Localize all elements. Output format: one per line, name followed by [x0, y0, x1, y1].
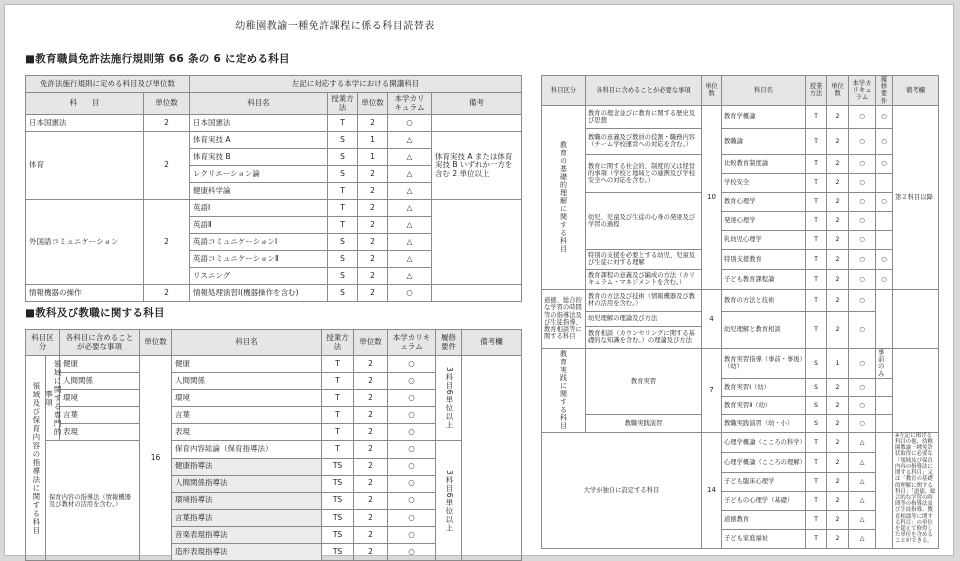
course-cell: 道徳教育 [722, 510, 806, 529]
matter-cell: 特別の支援を必要とする幼児、児童及び生徒に対する理解 [586, 249, 702, 269]
matter-cell: 教育相談（カウンセリングに関する基礎的な知識を含む。）の理論及び方法 [586, 326, 702, 348]
section2-title: ■教科及び教職に関する科目 [25, 307, 165, 319]
remark-basics: 第２科目以降 [893, 105, 939, 289]
table-row [26, 115, 522, 132]
course-credits-cell: 2 [354, 441, 388, 458]
course-cell: 教職論 [722, 128, 806, 154]
required-mark: ○ [876, 269, 893, 289]
category-free: 大学が独自に設定する科目 [542, 432, 702, 548]
course-credits-cell: 2 [827, 378, 849, 396]
method-cell: T [328, 217, 358, 234]
course-cell: 子ども教育課程論 [722, 269, 806, 289]
curriculum-mark: ○ [388, 356, 436, 373]
course-credits-cell: 2 [354, 424, 388, 441]
curriculum-mark: ○ [388, 441, 436, 458]
method-cell: S [806, 414, 827, 432]
course-cell: 教育の方法と技術 [722, 289, 806, 311]
curriculum-mark: △ [388, 183, 432, 200]
required-guidance [876, 289, 893, 348]
course-credits-cell: 2 [827, 510, 849, 529]
required-mark: ○ [876, 154, 893, 173]
matter-practice-b: 教職実践演習 [586, 414, 702, 432]
remark-cell: 体育実技 A または体育実技 B いずれか一方を含む 2 単位以上 [432, 132, 522, 200]
course-credits-cell: 2 [827, 529, 849, 548]
method-cell: T [806, 105, 827, 128]
document-page [4, 4, 954, 556]
method-cell: S [328, 285, 358, 302]
course-cell: 健康指導法 [172, 458, 322, 475]
curriculum-mark: △ [388, 166, 432, 183]
col-matters: 各科目に含めることが必要な事項 [60, 330, 140, 356]
col-required: 履修要件 [876, 76, 893, 106]
matter-cell: 幼児、児童及び生徒の心身の発達及び学習の過程 [586, 192, 702, 249]
table-row [542, 154, 939, 173]
method-cell: T [328, 115, 358, 132]
course-credits-cell: 2 [354, 458, 388, 475]
method-cell: T [806, 173, 827, 192]
course-cell: 幼児理解と教育相談 [722, 311, 806, 348]
curriculum-mark: △ [849, 472, 876, 491]
method-cell: TS [322, 492, 354, 509]
course-credits-cell: 2 [354, 373, 388, 390]
course-credits-cell: 2 [354, 356, 388, 373]
course-cell: 体育実技 A [190, 132, 328, 149]
course-credits-cell: 2 [827, 249, 849, 269]
method-cell: TS [322, 458, 354, 475]
course-credits-cell: 2 [354, 544, 388, 561]
course-cell: 子ども臨床心理学 [722, 472, 806, 491]
credits-cell: 2 [144, 285, 190, 302]
course-credits-cell: 2 [354, 509, 388, 526]
table-row [542, 192, 939, 211]
course-cell: 特別支援教育 [722, 249, 806, 269]
method-cell: S [328, 149, 358, 166]
table-row [542, 249, 939, 269]
table-row [542, 105, 939, 128]
col-course-credits: 単位数 [354, 330, 388, 356]
course-credits-cell: 2 [827, 269, 849, 289]
method-cell: S [806, 396, 827, 414]
course-cell: 心理学概論（こころの理解） [722, 452, 806, 472]
curriculum-mark: ○ [849, 128, 876, 154]
table-row [26, 132, 522, 149]
course-cell: 言葉指導法 [172, 509, 322, 526]
method-cell: T [322, 424, 354, 441]
curriculum-mark: ○ [849, 269, 876, 289]
curriculum-mark: △ [388, 251, 432, 268]
credits-basics: 10 [702, 105, 722, 289]
course-credits-cell: 2 [827, 414, 849, 432]
header-group-right: 左記に対応する本学における開講科目 [190, 76, 522, 93]
matter-cell: 言葉 [60, 407, 140, 424]
course-cell: 健康 [172, 356, 322, 373]
required-free [876, 432, 893, 548]
required-empty [876, 414, 893, 432]
course-credits-cell: 2 [358, 251, 388, 268]
course-credits-cell: 2 [827, 105, 849, 128]
method-cell: T [806, 211, 827, 230]
method-cell: S [328, 166, 358, 183]
course-cell: 教育学概論 [722, 105, 806, 128]
matter-cell: 教職の意義及び教員の役割・職務内容（チーム学校運営への対応を含む。） [586, 128, 702, 154]
header-group-left: 免許法施行規則に定める科目及び単位数 [26, 76, 190, 93]
subject-cell: 日本国憲法 [26, 115, 144, 132]
course-cell: 子ども家庭福祉 [722, 529, 806, 548]
course-cell: 人間関係 [172, 373, 322, 390]
course-credits-cell: 2 [827, 154, 849, 173]
course-credits-cell: 2 [354, 475, 388, 492]
course-credits-cell: 2 [827, 211, 849, 230]
credits-cell: 2 [144, 132, 190, 200]
method-cell: T [328, 200, 358, 217]
col-category: 科目区分 [26, 330, 60, 356]
curriculum-mark: ○ [388, 115, 432, 132]
method-cell: T [806, 249, 827, 269]
table-row [542, 348, 939, 378]
matter-practice-a: 教育実習 [586, 348, 702, 414]
course-credits-cell: 2 [358, 115, 388, 132]
credits-cell: 2 [144, 200, 190, 285]
col-course: 科目名 [190, 93, 328, 115]
col-category: 科目区分 [542, 76, 586, 106]
course-credits-cell: 2 [358, 268, 388, 285]
method-cell: T [322, 407, 354, 424]
curriculum-mark: ○ [849, 249, 876, 269]
curriculum-mark: △ [849, 529, 876, 548]
course-cell: 英語コミュニケーションⅠ [190, 234, 328, 251]
curriculum-mark: ○ [849, 230, 876, 249]
course-credits-cell: 2 [827, 192, 849, 211]
remark-cell [432, 200, 522, 285]
required-mark [876, 230, 893, 249]
method-cell: T [806, 491, 827, 510]
method-cell: T [806, 230, 827, 249]
course-credits-cell: 2 [358, 234, 388, 251]
curriculum-mark: △ [388, 268, 432, 285]
course-cell: 比較教育制度論 [722, 154, 806, 173]
matter-cell: 教育の理念並びに教育に関する歴史及び思想 [586, 105, 702, 128]
matter-cell: 教育に関する社会的、制度的又は経営的事項（学校と地域との連携及び学校安全への対応を含む。） [586, 154, 702, 192]
required-mark [876, 211, 893, 230]
course-credits-cell: 2 [827, 289, 849, 311]
method-cell: S [328, 234, 358, 251]
curriculum-mark: △ [849, 491, 876, 510]
block-a-label: 領域に関する専門的事項 [46, 356, 60, 441]
course-cell: 英語Ⅱ [190, 217, 328, 234]
curriculum-mark: ○ [388, 458, 436, 475]
curriculum-mark: ○ [388, 390, 436, 407]
curriculum-mark: ○ [849, 414, 876, 432]
course-credits-cell: 1 [358, 149, 388, 166]
matter-cell: 人間関係 [60, 373, 140, 390]
curriculum-mark: △ [388, 200, 432, 217]
col-credits: 単位数 [140, 330, 172, 356]
block-b-label: 保育内容の指導法（情報機器及び教材の活用を含む。） [46, 441, 140, 561]
curriculum-mark: ○ [849, 211, 876, 230]
matter-cell: 環境 [60, 390, 140, 407]
course-cell: 健康科学論 [190, 183, 328, 200]
col-curriculum: 本学カリキュラム [388, 93, 432, 115]
course-cell: 教職実践演習（幼・小） [722, 414, 806, 432]
course-cell: 保育内容総論（保育指導法） [172, 441, 322, 458]
method-cell: T [806, 510, 827, 529]
course-cell: 体育実技 B [190, 149, 328, 166]
curriculum-mark: ○ [388, 373, 436, 390]
course-credits-cell: 2 [358, 183, 388, 200]
matter-cell: 健康 [60, 356, 140, 373]
course-credits-cell: 2 [827, 311, 849, 348]
table-row [26, 441, 522, 458]
table-row [542, 128, 939, 154]
course-cell: 言葉 [172, 407, 322, 424]
credits-total: 16 [140, 356, 172, 561]
course-credits-cell: 2 [354, 390, 388, 407]
curriculum-mark: ○ [849, 289, 876, 311]
col-matters: 各科目に含めることが必要な事項 [586, 76, 702, 106]
method-cell: S [328, 268, 358, 285]
required-mark: ○ [876, 105, 893, 128]
course-cell: 環境 [172, 390, 322, 407]
method-cell: TS [322, 475, 354, 492]
course-cell: 発達心理学 [722, 211, 806, 230]
curriculum-mark: ○ [388, 509, 436, 526]
method-cell: T [806, 452, 827, 472]
method-cell: T [806, 154, 827, 173]
course-cell: 日本国憲法 [190, 115, 328, 132]
matter-cell: 表現 [60, 424, 140, 441]
col-curriculum: 本学カリキュラム [849, 76, 876, 106]
course-cell: 英語Ⅰ [190, 200, 328, 217]
course-credits-cell: 2 [827, 432, 849, 452]
course-cell: 教育実習Ⅱ（幼） [722, 396, 806, 414]
matter-cell: 幼児理解の理論及び方法 [586, 311, 702, 326]
curriculum-mark: ○ [849, 192, 876, 211]
remark-guidance [893, 289, 939, 348]
teaching-subjects-table [25, 329, 522, 561]
course-credits-cell: 2 [827, 173, 849, 192]
method-cell: S [806, 378, 827, 396]
col-course-credits: 単位数 [827, 76, 849, 106]
foundation-subjects-table [541, 75, 939, 549]
method-cell: T [806, 432, 827, 452]
col-method: 授業方法 [322, 330, 354, 356]
required-empty [876, 378, 893, 396]
course-cell: 造形表現指導法 [172, 544, 322, 561]
course-cell: 人間関係指導法 [172, 475, 322, 492]
matter-cell: 教育の方法及び技術（情報機器及び教材の活用を含む。） [586, 289, 702, 311]
table-row [542, 432, 939, 452]
course-credits-cell: 2 [827, 491, 849, 510]
category-cell: 領域及び保育内容の指導法に関する科目 [26, 356, 46, 561]
course-credits-cell: 2 [358, 285, 388, 302]
course-credits-cell: 2 [358, 217, 388, 234]
course-cell: 教育実習指導（事前・事後）（幼） [722, 348, 806, 378]
required-a: 3科目6単位以上 [436, 356, 462, 441]
col-curriculum: 本学カリキュラム [388, 330, 436, 356]
method-cell: S [328, 251, 358, 268]
curriculum-mark: △ [849, 510, 876, 529]
curriculum-mark: △ [388, 217, 432, 234]
course-cell: 環境指導法 [172, 492, 322, 509]
category-basics: 教育の基礎的理解に関する科目 [542, 105, 586, 289]
table-row [542, 289, 939, 311]
remark-cell [462, 356, 522, 561]
subject-cell: 体育 [26, 132, 144, 200]
course-credits-cell: 2 [358, 200, 388, 217]
method-cell: T [806, 472, 827, 491]
curriculum-mark: ○ [388, 424, 436, 441]
law-subjects-table [25, 75, 522, 302]
col-credits: 単位数 [702, 76, 722, 106]
course-credits-cell: 2 [827, 396, 849, 414]
course-credits-cell: 1 [358, 132, 388, 149]
subject-cell: 情報機器の操作 [26, 285, 144, 302]
method-cell: T [806, 289, 827, 311]
method-cell: T [806, 192, 827, 211]
section1-title: ■教育職員免許法施行規則第 66 条の 6 に定める科目 [25, 53, 290, 65]
required-practice: 事前のみ [876, 348, 893, 378]
table-row [26, 356, 522, 373]
method-cell: T [322, 356, 354, 373]
method-cell: T [322, 390, 354, 407]
course-cell: 学校安全 [722, 173, 806, 192]
col-method: 授業方法 [806, 76, 827, 106]
curriculum-mark: ○ [388, 407, 436, 424]
col-course-credits: 単位数 [358, 93, 388, 115]
course-cell: リスニング [190, 268, 328, 285]
course-credits-cell: 2 [827, 472, 849, 491]
category-practice: 教育実践に関する科目 [542, 348, 586, 432]
course-credits-cell: 2 [827, 452, 849, 472]
method-cell: TS [322, 526, 354, 543]
method-cell: T [322, 441, 354, 458]
method-cell: TS [322, 509, 354, 526]
curriculum-mark: ○ [388, 544, 436, 561]
curriculum-mark: △ [388, 132, 432, 149]
course-credits-cell: 2 [827, 230, 849, 249]
col-remarks: 備考 [432, 93, 522, 115]
category-guidance: 道徳、総合的な学習の時間等の指導法及び生徒指導、教育相談等に関する科目 [542, 289, 586, 348]
course-cell: 情報処理演習Ⅰ(機器操作を含む) [190, 285, 328, 302]
course-credits-cell: 2 [354, 526, 388, 543]
col-course: 科目名 [722, 76, 806, 106]
curriculum-mark: ○ [849, 311, 876, 348]
course-cell: レクリエーション論 [190, 166, 328, 183]
method-cell: T [806, 269, 827, 289]
table-row [542, 414, 939, 432]
method-cell: T [328, 183, 358, 200]
course-cell: 表現 [172, 424, 322, 441]
col-required: 履修要件 [436, 330, 462, 356]
course-cell: 音楽表現指導法 [172, 526, 322, 543]
remark-cell [432, 285, 522, 302]
course-credits-cell: 1 [827, 348, 849, 378]
course-credits-cell: 2 [354, 407, 388, 424]
table-row [26, 200, 522, 217]
curriculum-mark: △ [849, 432, 876, 452]
course-cell: 乳幼児心理学 [722, 230, 806, 249]
course-cell: 英語コミュニケーションⅡ [190, 251, 328, 268]
course-credits-cell: 2 [358, 166, 388, 183]
table-row [26, 285, 522, 302]
curriculum-mark: ○ [849, 154, 876, 173]
document-title: 幼稚園教諭一種免許課程に係る科目読替表 [235, 21, 435, 32]
remark-cell [432, 115, 522, 132]
curriculum-mark: ○ [849, 173, 876, 192]
table-row [542, 269, 939, 289]
required-empty [876, 396, 893, 414]
course-cell: 子どもの心理学（基礎） [722, 491, 806, 510]
subject-cell: 外国語コミュニケーション [26, 200, 144, 285]
curriculum-mark: ○ [849, 105, 876, 128]
course-cell: 心理学概論（こころの科学） [722, 432, 806, 452]
method-cell: T [322, 373, 354, 390]
method-cell: TS [322, 544, 354, 561]
col-course: 科目名 [172, 330, 322, 356]
curriculum-mark: ○ [849, 396, 876, 414]
curriculum-mark: ○ [388, 492, 436, 509]
curriculum-mark: ○ [849, 348, 876, 378]
credits-guidance: 4 [702, 289, 722, 348]
credits-practice: 7 [702, 348, 722, 432]
course-credits-cell: 2 [354, 492, 388, 509]
col-credits: 単位数 [144, 93, 190, 115]
required-mark: ○ [876, 249, 893, 269]
method-cell: T [806, 128, 827, 154]
method-cell: T [806, 311, 827, 348]
col-remarks: 備考欄 [893, 76, 939, 106]
required-b: 3科目6単位以上 [436, 441, 462, 561]
method-cell: T [806, 529, 827, 548]
course-cell: 教育実習Ⅰ（幼） [722, 378, 806, 396]
course-cell: 教育心理学 [722, 192, 806, 211]
col-remarks: 備考欄 [462, 330, 522, 356]
curriculum-mark: ○ [388, 285, 432, 302]
curriculum-mark: ○ [388, 475, 436, 492]
curriculum-mark: ○ [849, 378, 876, 396]
required-mark: ○ [876, 128, 893, 154]
method-cell: S [806, 348, 827, 378]
remark-free: ※左記に掲げる科目の他、幼稚園教諭一種免許状取得に必要な「領域及び保育内容の指導法に関する科目」又は「教育の基礎的理解に関する科目」「道徳、総合的な学習の時間等の指導法及び生徒指導、教育相談等に関する科目」の単位を超えて修得した単位を含めることができる。 [893, 432, 939, 548]
course-credits-cell: 2 [827, 128, 849, 154]
curriculum-mark: △ [388, 149, 432, 166]
matter-cell: 教育課程の意義及び編成の方法（カリキュラム・マネジメントを含む。） [586, 269, 702, 289]
curriculum-mark: △ [849, 452, 876, 472]
credits-cell: 2 [144, 115, 190, 132]
curriculum-mark: ○ [388, 526, 436, 543]
col-method: 授業方法 [328, 93, 358, 115]
curriculum-mark: △ [388, 234, 432, 251]
credits-free: 14 [702, 432, 722, 548]
method-cell: S [328, 132, 358, 149]
remark-practice [893, 348, 939, 432]
col-subject: 科 目 [26, 93, 144, 115]
required-mark [876, 173, 893, 192]
required-mark: ○ [876, 192, 893, 211]
